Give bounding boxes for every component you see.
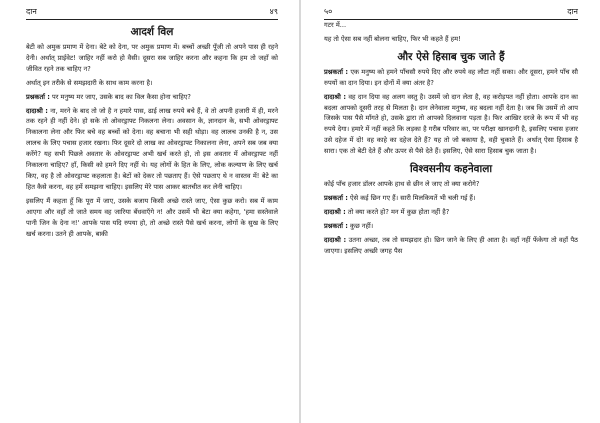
paragraph-text: अर्थात् इन तरीके से समझदारी के साथ काम करना है।: [26, 78, 153, 87]
speaker-label: प्रश्नकर्ता :: [324, 221, 348, 230]
paragraph-text: इसलिए मैं कहता हूँ कि पूरा में जाए, उसके बजाय किसी अच्छे रास्ते जाए, ऐसा कुछ करो। सब में काम आएगा और वहाँ तो जाते समय वह जारिया बँधवाएँगे न! और उसमें भी बेटा क्या कहेगा, 'हमा सस्तेवाले पानी जिन के देना न!' आपके पास यदि रुपया हो, तो अच्छे रास्ते पैसे खर्च करना, लोगों के सुख के लिए खर्च करना। उतने ही आपके, बाकी: [26, 196, 278, 238]
paragraph: [26, 92, 278, 103]
paragraph-text: कोई पाँच हजार डॉलर आपके हाथ से छीन ले जाए तो क्या करोगे?: [324, 180, 480, 189]
paragraph-text: ऐसे कई छिन गए हैं। सारी मिलकियतें भी चली गई हैं।: [350, 193, 476, 202]
paragraph: [324, 20, 578, 31]
paragraph: [324, 193, 578, 204]
paragraph-text: एक मनुष्य को हमने पाँचसौ रुपये दिए और रुपये वह लौटा नहीं सका। और दूसरा, हमने पाँच सौ रुपयों का दान दिया। इन दोनों में क्या अंतर है?: [324, 67, 578, 87]
left-page-text: [26, 42, 278, 239]
speaker-label: दादाश्री :: [324, 92, 346, 101]
right-page-text-middle: [324, 67, 578, 157]
right-page: [300, 0, 600, 423]
right-page-number: ५०: [324, 7, 333, 16]
left-section-heading: आदर्श विल: [130, 26, 174, 38]
paragraph-text: बेटी को अमुक प्रमाण में देना। बेटे को देना, पर अमुक प्रमाण में। बच्चों अच्छी पूँजी तो अपने पास ही रहने देनी। अर्थात् प्राईवेट! जाहिर नहीं करो हो वैसी। दूसरा सब जाहिर करना और कहना कि हम तो जहाँ को जीवित रहने तक चाहिए न?: [26, 43, 278, 73]
paragraph-text: ना, मरने के बाद तो जो है न हमारे पास, ढाई लाख रुपये बचे हैं, वे तो अपनी हजारी में ही, मरने तक रहने ही नहीं देने। हो सके तो ओवरड्राफ्ट निकलना लेना। अवसान के, ज्ञानदान के, सभी ओवरड्राफ्ट निकालना लेना और फिर बचे वह बच्चों को देना। वह बचाना भी सही थोड़ा। वह लालच उनकी है न, उस लालच के लिए पचास हजार रखना। फिर दूसरे दो लाख का ओवरड्राफ्ट निकालना लेना, अपने सब जब क्या करेंगे? यह सभी पिछले अवतार के ओवरड्राफ्ट अभी खर्च करते हो, तो इस अवतार में ओवरड्राफ्ट नहीं निकालना चाहिए? हाँ, किसी को हमने दिए नहीं थे। यह लोगों के हित के लिए, लोक कल्याण के लिए खर्च किए, वह है तो ओवरड्राफ्ट कहलाता है। बेटों को देकर तो पछताए हैं। ऐसे पछताए थे न वास्तव में! बेटे का हित कैसे करना, वह हमें समझना चाहिए। इसलिए मेरे पास आकर बातचीत कर लेनी चाहिए।: [26, 106, 278, 191]
paragraph-text: पर मनुष्य मर जाए, उसके बाद का विल कैसा होना चाहिए?: [52, 92, 191, 101]
right-running-header: [324, 4, 578, 20]
paragraph: [324, 235, 578, 257]
paragraph: [26, 42, 278, 75]
paragraph: [324, 179, 578, 190]
speaker-label: दादाश्री :: [26, 106, 48, 115]
paragraph: [324, 221, 578, 232]
paragraph-text: वह दान दिया वह अलग वस्तु है। उसमें जो दान लेता है, वह करोड़पत नहीं होता। आपके दान का बदला आपको दूसरी तरह से मिलता है। दान लेनेवाला मनुष्य, वह बदला नहीं देता है। जब कि उसमें तो आप जिसके पास पैसे माँगते हो, उसके द्वारा तो आपको दिलवाना पड़ता है। फिर आखिर दरजे के रूप में भी वह रुपये देगा। हमारे में नहीं कहते कि लड़का है गरीब परिवार का, पर परीक्षा खानदानी है, इसलिए पचास हजार उसे दहेज में दो! वह काहे का दहेज देते हैं? यह तो जो बकाया है, वही चुकाते हैं। अर्थात् ऐसा हिसाब है सारा। एक तो बेटी देते हैं और ऊपर से पैसे देते हैं। इसलिए, ऐसे सारा हिसाब चुक जाता है।: [324, 92, 578, 156]
paragraph: [26, 106, 278, 193]
left-running-header: [26, 4, 278, 20]
paragraph: [324, 67, 578, 89]
paragraph: [26, 78, 278, 89]
right-page-text-top: [324, 20, 578, 45]
paragraph-text: कुछ नहीं।: [350, 221, 374, 230]
paragraph-text: तो क्या करते हो? मन में कुछ होता नहीं है?: [347, 207, 450, 216]
paragraph: [324, 34, 578, 45]
speaker-label: प्रश्नकर्ता :: [324, 193, 348, 202]
right-section-heading-2: विश्वसनीय कहनेवाला: [409, 163, 493, 176]
left-page-number: ४९: [269, 7, 278, 16]
paragraph: [324, 92, 578, 157]
speaker-label: दादाश्री :: [324, 207, 346, 216]
paragraph: [26, 196, 278, 240]
paragraph-text: यह तो ऐसा सब नहीं बोलना चाहिए, फिर भी कहते हैं हम!: [324, 34, 461, 43]
speaker-label: प्रश्नकर्ता :: [324, 67, 349, 76]
speaker-label: दादाश्री :: [324, 235, 347, 244]
right-section-heading-1: और ऐसे हिसाब चुक जाते हैं: [397, 50, 505, 63]
right-page-text-bottom: [324, 179, 578, 256]
paragraph-text: गटर में...: [324, 21, 347, 29]
right-header-title: दान: [567, 7, 578, 16]
paragraph-text: उतना अच्छा, तब तो समझदार हो। छिन जाने के लिए ही आता है। वहाँ नहीं फेंकेगा तो वहाँ पैठ जाएगा। इसलिए अच्छी जगह पैस: [324, 235, 578, 255]
speaker-label: प्रश्नकर्ता :: [26, 92, 50, 101]
left-header-title: दान: [26, 7, 37, 16]
paragraph: [324, 207, 578, 218]
